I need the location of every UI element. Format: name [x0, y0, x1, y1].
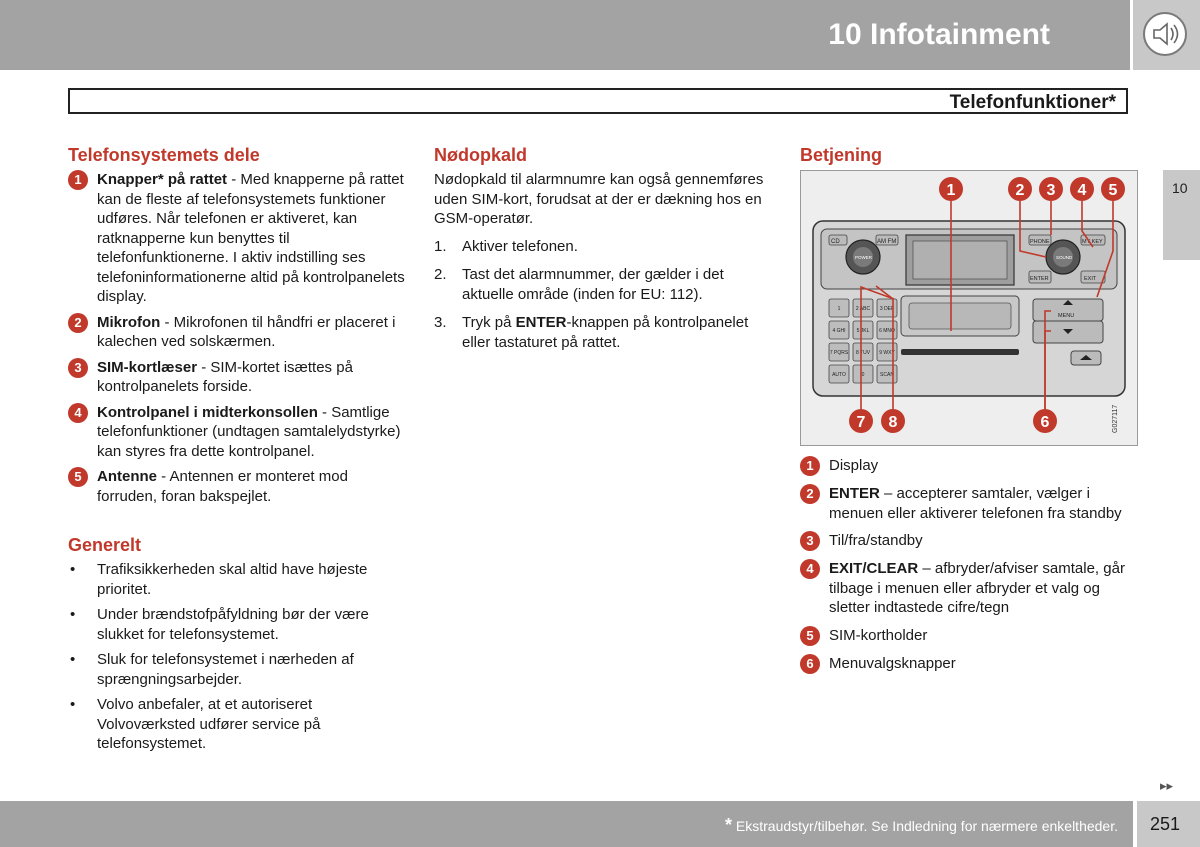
header-bar — [0, 0, 1130, 70]
keypad-key-label: 9 WXY — [879, 350, 895, 356]
legend-text — [829, 531, 1140, 551]
legend-description: SIM-kortholder — [829, 626, 928, 644]
legend-text — [829, 559, 1140, 618]
callout-number: 3 — [1046, 182, 1056, 199]
keypad-key-label: 8 TUV — [855, 350, 871, 356]
bullet-item — [68, 650, 408, 689]
control-panel-illustration — [801, 171, 1139, 447]
legend-title: ENTER — [829, 485, 880, 502]
step-text — [462, 265, 774, 304]
callout-number: 5 — [1108, 182, 1118, 199]
heading-nodopkald: Nødopkald — [434, 145, 527, 165]
column-betjening — [800, 144, 1140, 682]
bullet-item — [68, 695, 408, 754]
part-description: - Mikrofonen til håndfri er placeret i kalechen ved solskærmen. — [97, 313, 396, 350]
number-badge: 5 — [68, 467, 88, 487]
emergency-steps — [434, 237, 774, 353]
bullet-text: Under brændstofpåfyldning bør der være slukket for telefonsystemet. — [97, 606, 369, 643]
legend-description: – afbryder/afviser samtale, går tilbage i menuen eller afbryder et valg og sletter indtastede cifre/tegn — [829, 560, 1125, 616]
callout-number: 4 — [1077, 182, 1087, 199]
chapter-title: 10 Infotainment — [828, 18, 1050, 51]
legend-item — [800, 484, 1140, 523]
bullet-dot — [68, 695, 97, 754]
part-item — [68, 313, 408, 352]
number-badge: 3 — [68, 358, 88, 378]
keypad-key-label: 3 DEF — [879, 306, 895, 312]
step-text-post: -knappen på kontrolpanelet eller tastaturet på rattet. — [462, 314, 749, 351]
part-description: - Antennen er monteret mod forruden, foran bakspejlet. — [97, 468, 348, 505]
sound-label: SOUND — [1056, 255, 1073, 260]
exit-label: EXIT — [1084, 276, 1097, 282]
keypad-key-label: 7 PQRS — [829, 350, 849, 356]
part-text — [97, 170, 408, 307]
figure-legend — [800, 456, 1140, 674]
step-item — [434, 265, 774, 304]
figure-code: G027117 — [1112, 404, 1119, 433]
legend-description: – accepterer samtaler, vælger i menuen eller aktiverer telefonen fra standby — [829, 485, 1122, 522]
footnote-text: Ekstraudstyr/tilbehør. Se Indledning for nærmere enkeltheder. — [732, 818, 1118, 834]
part-title: SIM-kortlæser — [97, 358, 198, 376]
emergency-intro: Nødopkald til alarmnumre kan også gennemføres uden SIM-kort, forudsat at der er dækning hos en GSM-operatør. — [434, 171, 764, 227]
part-description: - Samtlige telefonfunktioner (undtagen samtalelydstyrke) kan styres fra dette kontrolpanel. — [97, 403, 401, 460]
general-bullets — [68, 560, 408, 754]
callout-number: 6 — [1040, 414, 1050, 431]
side-tab-label: 10 — [1172, 180, 1188, 196]
legend-item — [800, 559, 1140, 618]
part-item — [68, 467, 408, 506]
column-nodopkald — [434, 144, 774, 361]
step-text-pre: Tryk på — [462, 314, 516, 331]
legend-title: EXIT/CLEAR — [829, 560, 919, 577]
continue-arrows-icon: ▸▸ — [1160, 778, 1174, 793]
footnote — [725, 815, 1118, 836]
amfm-label: AM FM — [877, 239, 897, 245]
chapter-side-tab — [1163, 170, 1200, 260]
part-text — [97, 358, 408, 397]
step-number: 2. — [434, 266, 447, 283]
bullet-dot — [68, 560, 97, 599]
step-text — [462, 313, 774, 352]
step-text-bold: ENTER — [515, 314, 567, 331]
part-title: Kontrolpanel i midterkonsollen — [97, 403, 318, 421]
legend-item — [800, 456, 1140, 476]
bullet-dot — [68, 605, 97, 644]
section-bar — [68, 88, 1128, 114]
heading-telefonsystemets-dele: Telefonsystemets dele — [68, 145, 260, 165]
cd-label: CD — [831, 239, 840, 245]
bullet-item — [68, 605, 408, 644]
callout-number: 8 — [888, 414, 898, 431]
keypad-key-label: 6 MNO — [879, 328, 895, 334]
menu-label: MENU — [1058, 313, 1075, 319]
number-badge: 2 — [68, 313, 88, 333]
number-badge: 1 — [800, 456, 820, 476]
keypad-key-label: AUTO — [832, 372, 846, 378]
chapter-icon-box — [1133, 0, 1200, 70]
bullet-dot — [68, 650, 97, 689]
part-item — [68, 358, 408, 397]
step-text-pre: Aktiver telefonen. — [462, 237, 578, 255]
legend-text — [829, 456, 1140, 476]
heading-betjening: Betjening — [800, 145, 883, 165]
part-title: Knapper* på rattet — [97, 171, 228, 188]
parts-list — [68, 170, 408, 506]
number-badge: 4 — [800, 559, 820, 579]
step-number: 3. — [434, 314, 447, 331]
legend-item — [800, 531, 1140, 551]
part-text — [97, 313, 408, 352]
number-badge: 1 — [68, 170, 88, 190]
part-text — [97, 403, 408, 462]
heading-generelt: Generelt — [68, 535, 142, 555]
step-text-pre: Tast det alarmnummer, der gælder i det aktuelle område (inden for EU: 112). — [462, 266, 724, 303]
speaker-icon — [1143, 12, 1187, 56]
callout-number: 1 — [946, 182, 956, 199]
part-item — [68, 170, 408, 307]
part-description: - SIM-kortet isættes på kontrolpanelets forside. — [97, 358, 353, 395]
part-description: - Med knapperne på rattet kan de fleste af telefonsystemets funktioner udføres. Når telefonen er aktiveret, kan ratknapperne kun benyttes til telefonfunktionerne. I aktiv indstilling ses telefoninformationerne altid på kontrolpanelets display. — [97, 171, 405, 305]
phone-label: PHONE — [1030, 239, 1050, 245]
keypad-key-label: 4 GHI — [832, 328, 846, 334]
legend-item — [800, 626, 1140, 646]
enter-label: ENTER — [1030, 276, 1049, 282]
part-title: Antenne — [97, 468, 157, 485]
number-badge: 5 — [800, 626, 820, 646]
callout-number: 7 — [856, 414, 866, 431]
part-item — [68, 403, 408, 462]
keypad-key-label: 0 — [861, 372, 865, 378]
power-label: POWER — [855, 255, 873, 260]
legend-text — [829, 484, 1140, 523]
footnote-star: * — [725, 815, 733, 835]
keypad-key-label: 2 ABC — [855, 306, 871, 312]
bullet-text: Sluk for telefonsystemet i nærheden af sprængningsarbejder. — [97, 651, 354, 688]
bullet-text: Trafiksikkerheden skal altid have højeste prioritet. — [97, 561, 368, 598]
number-badge: 3 — [800, 531, 820, 551]
legend-description: Display — [829, 457, 879, 474]
keypad-key-label: SCAN — [880, 372, 894, 378]
bullet-item — [68, 560, 408, 599]
number-badge: 6 — [800, 654, 820, 674]
section-title: Telefonfunktioner* — [949, 92, 1116, 113]
mykey-label: MY KEY — [1082, 239, 1103, 245]
part-text — [97, 467, 408, 506]
legend-item — [800, 654, 1140, 674]
keypad-key-label: 1 — [837, 306, 841, 312]
step-item — [434, 237, 774, 257]
legend-description: Til/fra/standby — [829, 532, 923, 549]
callout-number: 2 — [1015, 182, 1025, 199]
page-number: 251 — [1150, 814, 1181, 834]
step-text — [462, 237, 578, 257]
legend-text — [829, 626, 1140, 646]
part-title: Mikrofon — [97, 313, 161, 331]
bullet-text: Volvo anbefaler, at et autoriseret Volvoværksted udfører service på telefonsystemet. — [97, 696, 321, 752]
legend-description: Menuvalgsknapper — [829, 654, 956, 672]
step-number: 1. — [434, 237, 447, 255]
number-badge: 2 — [800, 484, 820, 504]
number-badge: 4 — [68, 403, 88, 423]
control-panel-figure — [800, 170, 1138, 446]
legend-text — [829, 654, 1140, 674]
keypad-key-label: 5 JKL — [856, 328, 870, 334]
step-item — [434, 313, 774, 352]
column-telefonsystemets-dele — [68, 144, 408, 760]
